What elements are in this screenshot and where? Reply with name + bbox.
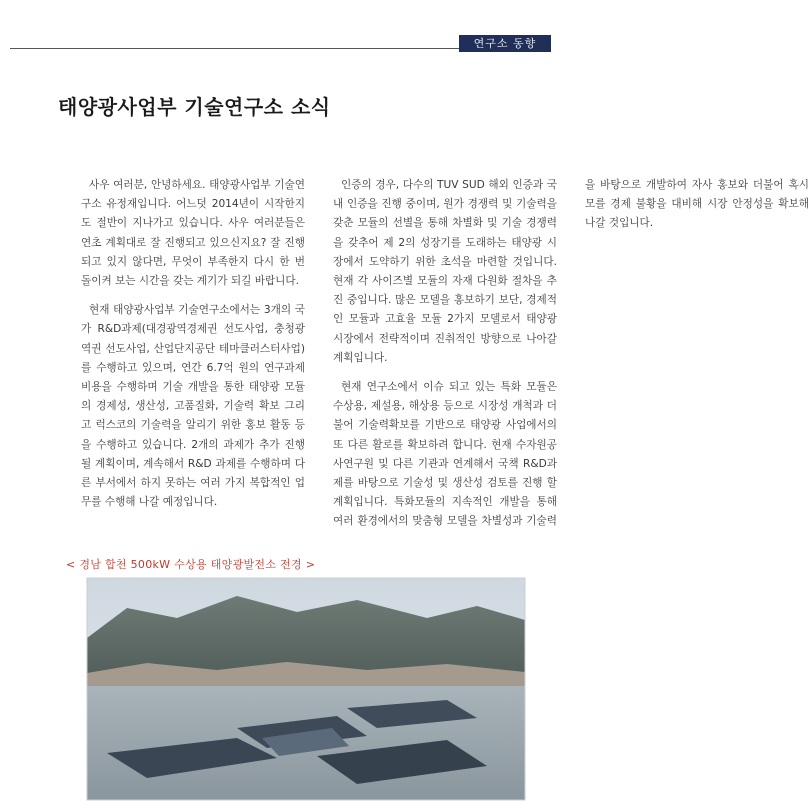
header-divider bbox=[10, 48, 459, 49]
paragraph-3: 인증의 경우, 다수의 TUV SUD 해외 인증과 국내 인증을 진행 중이며, 원가 경쟁력 및 기술력을 갖춘 모듈의 선별을 통해 차별화 및 기술 경쟁력을 갖추어 제 2의 성장기를 도래하는 태양광 시장에서 도약하기 위한 초석을 마련할 것입니다. 현재 각 사이즈별 모듈의 자재 다원화 절차을 추진 중입니다. 많은 모델을 홍보하기 보단, 경제적인 모듈과 고효율 모듈 2가지 모델로서 태양광 시장에서 전략적이며 진취적인 방향으로 나아갈 계획입니다. bbox=[333, 179, 557, 364]
paragraph-1: 사우 여러분, 안녕하세요. 태양광사업부 기술연구소 유정재입니다. 어느덧 2014년이 시작한지도 절반이 지나가고 있습니다. 사우 여러분들은 연초 계획대로 잘 진행되고 있으신지요? 잘 진행되고 있지 않다면, 무엇이 부족한지 다시 한 번 돌이켜 보는 시간을 갖는 계기가 되길 바랍니다. bbox=[81, 179, 305, 288]
page-title: 태양광사업부 기술연구소 소식 bbox=[58, 95, 331, 119]
paragraph-4: 현재 연구소에서 이슈 되고 있는 특화 모듈은 수상용, 제설용, 해상용 등으로 시장성 개척과 더불어 기술력확보를 기반으로 태양광 사업에서의 또 다른 활로를 확보하려 합니다. 현재 수자원공사연구원 및 다른 기관과 연계해서 국책 R&D과제를 바탕으로 기술성 및 생산성 검토를 진행 할 계획입니다. 특화모듈의 지속적인 개발을 통해 여러 환경에서의 맞춤형 모델을 차별성과 기술력을 바탕으로 개발하여 자사 홍보와 더불어 혹시 모를 경제 불황을 대비해 시장 안정성을 확보해 나갈 것입니다. bbox=[333, 179, 809, 528]
solar-plant-photo bbox=[87, 578, 525, 800]
section-tab: 연구소 동향 bbox=[459, 35, 551, 52]
photo-caption: < 경남 합천 500kW 수상용 태양광발전소 전경 > bbox=[66, 558, 316, 571]
paragraph-2: 현재 태양광사업부 기술연구소에서는 3개의 국가 R&D과제(대경광역경제권 선도사업, 충청광역권 선도사업, 산업단지공단 테마클러스터사업)를 수행하고 있으며, 연간 6.7억 원의 연구과제 비용을 수행하며 기술 개발을 통한 태양광 모듈의 경제성, 생산성, 고품질화, 기술력 확보 그리고 럭스코의 기술력을 알리기 위한 홍보 활동 등을 수행하고 있습니다. 2개의 과제가 추가 진행 될 계획이며, 계속해서 R&D 과제를 수행하며 다른 부서에서 하지 못하는 여러 가지 복합적인 업무를 수행해 나갈 예정입니다. bbox=[81, 304, 305, 509]
article-body bbox=[81, 176, 809, 546]
